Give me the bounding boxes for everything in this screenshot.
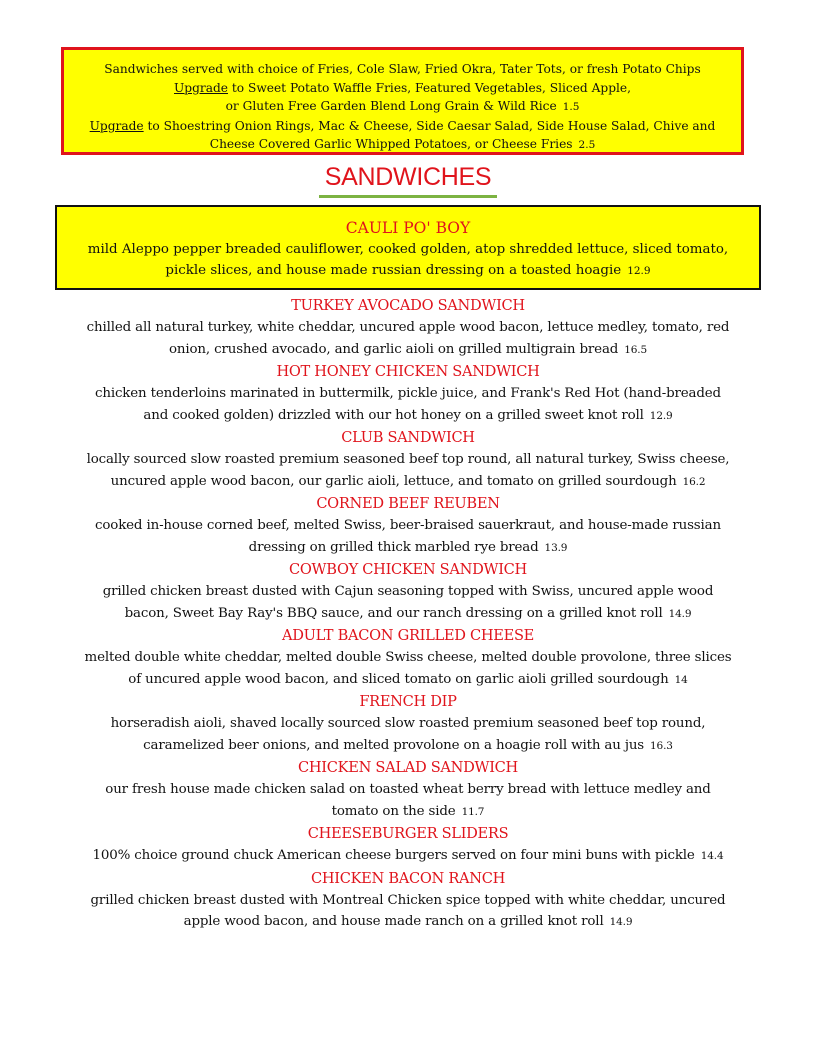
menu-item — [0, 493, 816, 559]
section-title-wrap — [0, 160, 816, 198]
item-price: 14.9 — [668, 607, 692, 620]
menu-item — [0, 868, 816, 934]
item-desc-line-1: our fresh house made chicken salad on toasted wheat berry bread with lettuce medley and — [105, 782, 711, 797]
sides-line-3 — [64, 97, 741, 117]
item-desc-line-2 — [0, 735, 816, 758]
item-price: 14.4 — [700, 850, 724, 862]
item-desc-text: onion, crushed avocado, and garlic aioli on grilled multigrain bread — [169, 341, 619, 357]
item-desc-text: uncured apple wood bacon, our garlic aioli, lettuce, and tomato on grilled sourdough — [110, 473, 677, 489]
menu-item — [0, 691, 816, 757]
item-desc-line-1: grilled chicken breast dusted with Montreal Chicken spice topped with white cheddar, uncured — [90, 892, 726, 908]
item-price: 16.3 — [650, 739, 673, 752]
item-desc-line-1: horseradish aioli, shaved locally sourced slow roasted premium seasoned beef top round, — [110, 716, 706, 731]
item-name: CHICKEN BACON RANCH — [310, 869, 506, 887]
upgrade-price-2: 2.5 — [578, 139, 596, 152]
item-name: CHICKEN SALAD SANDWICH — [298, 759, 518, 776]
item-desc-text: 100% choice ground chuck American cheese burgers served on four mini buns with pickle — [92, 848, 695, 863]
item-name: FRENCH DIP — [359, 693, 457, 710]
item-desc-line-1: locally sourced slow roasted premium seasoned beef top round, all natural turkey, Swiss cheese, — [86, 452, 730, 467]
item-desc-line-2 — [0, 339, 816, 362]
item-desc-text: tomato on the side — [331, 803, 456, 819]
upgrade-price-1: 1.5 — [562, 101, 580, 114]
upgrade-label-2: Upgrade — [89, 118, 144, 133]
item-price: 16.5 — [624, 343, 647, 356]
item-name: CORNED BEEF REUBEN — [316, 495, 500, 512]
menu-item — [0, 559, 816, 625]
item-desc-line-1: melted double white cheddar, melted double Swiss cheese, melted double provolone, three slices — [84, 650, 732, 665]
item-desc-text: and cooked golden) drizzled with our hot honey on a grilled sweet knot roll — [143, 407, 644, 423]
item-name: ADULT BACON GRILLED CHEESE — [281, 627, 535, 644]
item-desc-line-2 — [0, 405, 816, 428]
item-desc-text: bacon, Sweet Bay Ray's BBQ sauce, and our ranch dressing on a grilled knot roll — [124, 605, 663, 621]
menu-item — [0, 625, 816, 691]
item-name: HOT HONEY CHICKEN SANDWICH — [276, 363, 540, 380]
sides-line-2-text: to Sweet Potato Waffle Fries, Featured Vegetables, Sliced Apple, — [227, 80, 631, 95]
featured-item-desc-2 — [57, 260, 759, 282]
sides-line-5 — [64, 135, 741, 155]
item-price: 12.9 — [649, 409, 673, 422]
item-price: 14 — [674, 673, 688, 686]
sides-line-1: Sandwiches served with choice of Fries, Cole Slaw, Fried Okra, Tater Tots, or fresh Potato Chips — [104, 62, 701, 76]
item-desc-line-2 — [0, 911, 816, 934]
menu-item — [0, 757, 816, 823]
item-desc-line-1: grilled chicken breast dusted with Cajun seasoning topped with Swiss, uncured apple wood — [102, 584, 714, 599]
item-price: 11.7 — [461, 805, 485, 818]
sides-line-5-text: Cheese Covered Garlic Whipped Potatoes, or Cheese Fries — [209, 137, 573, 152]
menu-item — [0, 427, 816, 493]
item-name: COWBOY CHICKEN SANDWICH — [289, 561, 527, 578]
item-price: 14.9 — [609, 916, 633, 928]
sides-line-2 — [64, 79, 741, 98]
item-desc-line-2 — [0, 845, 816, 868]
featured-item-box — [55, 205, 761, 290]
item-desc-text: dressing on grilled thick marbled rye bread — [248, 539, 539, 555]
sides-info-box — [61, 47, 744, 155]
item-name: CHEESEBURGER SLIDERS — [307, 825, 509, 842]
sides-line-4-text: to Shoestring Onion Rings, Mac & Cheese, Side Caesar Salad, Side House Salad, Chive and — [143, 118, 716, 133]
item-desc-line-1: cooked in-house corned beef, melted Swiss, beer-braised sauerkraut, and house-made russian — [95, 518, 721, 533]
item-price: 13.9 — [544, 541, 568, 554]
featured-item-desc-1: mild Aleppo pepper breaded cauliflower, cooked golden, atop shredded lettuce, sliced tomato, — [87, 242, 729, 257]
sides-line-3-text: or Gluten Free Garden Blend Long Grain & Wild Rice — [225, 99, 557, 114]
item-name: TURKEY AVOCADO SANDWICH — [291, 297, 525, 314]
upgrade-label: Upgrade — [174, 80, 228, 95]
menu-items-list — [0, 295, 816, 934]
item-desc-text: apple wood bacon, and house made ranch on a grilled knot roll — [183, 914, 604, 929]
item-name: CLUB SANDWICH — [341, 429, 475, 446]
item-desc-text: of uncured apple wood bacon, and sliced tomato on garlic aioli grilled sourdough — [128, 671, 669, 687]
item-desc-line-1: chilled all natural turkey, white cheddar, uncured apple wood bacon, lettuce medley, tomato, red — [86, 320, 730, 335]
item-desc-line-2 — [0, 801, 816, 824]
item-desc-text: caramelized beer onions, and melted provolone on a hoagie roll with au jus — [143, 737, 645, 753]
item-price: 16.2 — [682, 475, 706, 488]
featured-item-desc-2-text: pickle slices, and house made russian dressing on a toasted hoagie — [165, 263, 622, 278]
item-desc-line-2 — [0, 669, 816, 692]
menu-item — [0, 823, 816, 868]
item-desc-line-2 — [0, 603, 816, 626]
sides-line-4 — [64, 117, 741, 136]
item-desc-line-1: chicken tenderloins marinated in buttermilk, pickle juice, and Frank's Red Hot (hand-breaded — [95, 386, 721, 401]
menu-item — [0, 361, 816, 427]
section-title: SANDWICHES — [319, 160, 497, 198]
featured-item-price: 12.9 — [627, 265, 651, 277]
item-desc-line-2 — [0, 471, 816, 494]
menu-item — [0, 295, 816, 361]
featured-item-name: CAULI PO' BOY — [345, 219, 471, 237]
item-desc-line-2 — [0, 537, 816, 560]
